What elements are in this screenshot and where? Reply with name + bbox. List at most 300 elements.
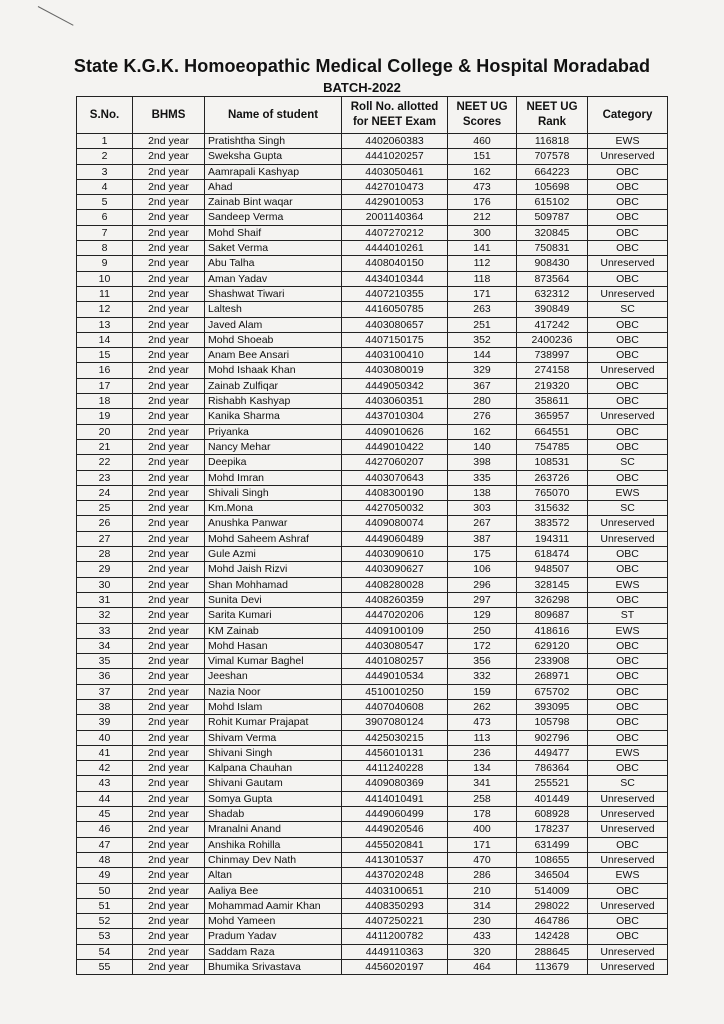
cell-score: 332 [448,669,517,684]
cell-score: 171 [448,837,517,852]
cell-sno: 37 [77,684,133,699]
cell-bhms: 2nd year [133,761,205,776]
cell-roll: 4407210355 [342,286,448,301]
table-row [77,623,668,638]
cell-category: OBC [588,332,668,347]
cell-roll: 4456020197 [342,960,448,975]
cell-bhms: 2nd year [133,225,205,240]
cell-score: 303 [448,501,517,516]
cell-name: Nazia Noor [205,684,342,699]
table-row [77,547,668,562]
cell-bhms: 2nd year [133,241,205,256]
student-table [76,96,668,975]
cell-rank: 346504 [517,868,588,883]
cell-score: 144 [448,348,517,363]
cell-rank: 365957 [517,409,588,424]
cell-category: Unreserved [588,409,668,424]
cell-roll: 4449060489 [342,531,448,546]
cell-rank: 464786 [517,914,588,929]
cell-score: 300 [448,225,517,240]
cell-rank: 393095 [517,699,588,714]
cell-score: 263 [448,302,517,317]
cell-category: OBC [588,317,668,332]
cell-rank: 449477 [517,745,588,760]
table-row [77,868,668,883]
cell-sno: 34 [77,638,133,653]
table-row [77,348,668,363]
cell-score: 314 [448,898,517,913]
cell-name: Aamrapali Kashyap [205,164,342,179]
cell-rank: 786364 [517,761,588,776]
table-row [77,669,668,684]
table-row [77,256,668,271]
cell-sno: 17 [77,378,133,393]
cell-category: EWS [588,745,668,760]
table-row [77,699,668,714]
cell-score: 118 [448,271,517,286]
cell-sno: 11 [77,286,133,301]
table-row [77,394,668,409]
cell-name: Altan [205,868,342,883]
cell-bhms: 2nd year [133,929,205,944]
cell-bhms: 2nd year [133,547,205,562]
table-row [77,210,668,225]
cell-category: OBC [588,225,668,240]
cell-rank: 765070 [517,485,588,500]
header-sno: S.No. [77,97,133,134]
cell-category: OBC [588,715,668,730]
cell-name: Mohd Shoeab [205,332,342,347]
cell-sno: 8 [77,241,133,256]
cell-bhms: 2nd year [133,699,205,714]
cell-score: 230 [448,914,517,929]
cell-rank: 263726 [517,470,588,485]
cell-score: 473 [448,715,517,730]
cell-name: Mohd Yameen [205,914,342,929]
cell-rank: 750831 [517,241,588,256]
table-row [77,501,668,516]
cell-name: Anushka Panwar [205,516,342,531]
cell-roll: 4449010422 [342,439,448,454]
table-row [77,730,668,745]
cell-bhms: 2nd year [133,837,205,852]
cell-roll: 4407270212 [342,225,448,240]
cell-score: 159 [448,684,517,699]
header-bhms: BHMS [133,97,205,134]
cell-roll: 4403080547 [342,638,448,653]
cell-roll: 4408280028 [342,577,448,592]
cell-sno: 38 [77,699,133,714]
cell-name: Mohd Islam [205,699,342,714]
cell-bhms: 2nd year [133,868,205,883]
cell-sno: 3 [77,164,133,179]
cell-rank: 315632 [517,501,588,516]
cell-roll: 4401080257 [342,654,448,669]
cell-category: Unreserved [588,822,668,837]
table-row [77,944,668,959]
cell-roll: 4441020257 [342,149,448,164]
cell-bhms: 2nd year [133,179,205,194]
cell-bhms: 2nd year [133,776,205,791]
cell-sno: 1 [77,134,133,149]
cell-sno: 48 [77,852,133,867]
cell-category: Unreserved [588,363,668,378]
cell-roll: 4416050785 [342,302,448,317]
cell-rank: 401449 [517,791,588,806]
cell-rank: 219320 [517,378,588,393]
cell-bhms: 2nd year [133,286,205,301]
cell-score: 250 [448,623,517,638]
cell-rank: 615102 [517,195,588,210]
cell-roll: 4449110363 [342,944,448,959]
cell-name: Mohd Imran [205,470,342,485]
cell-roll: 4425030215 [342,730,448,745]
cell-roll: 4403050461 [342,164,448,179]
cell-bhms: 2nd year [133,577,205,592]
cell-category: OBC [588,179,668,194]
cell-sno: 52 [77,914,133,929]
cell-bhms: 2nd year [133,302,205,317]
cell-roll: 4434010344 [342,271,448,286]
cell-sno: 31 [77,592,133,607]
cell-category: OBC [588,378,668,393]
cell-score: 367 [448,378,517,393]
cell-name: Kalpana Chauhan [205,761,342,776]
table-row [77,241,668,256]
table-row [77,791,668,806]
cell-sno: 41 [77,745,133,760]
cell-category: OBC [588,730,668,745]
cell-category: OBC [588,638,668,653]
cell-sno: 40 [77,730,133,745]
cell-roll: 4449060499 [342,807,448,822]
cell-name: Mranalni Anand [205,822,342,837]
cell-bhms: 2nd year [133,669,205,684]
cell-name: Zainab Bint waqar [205,195,342,210]
cell-name: Shivani Singh [205,745,342,760]
cell-score: 112 [448,256,517,271]
table-row [77,638,668,653]
cell-category: OBC [588,699,668,714]
table-row [77,745,668,760]
cell-sno: 53 [77,929,133,944]
cell-bhms: 2nd year [133,914,205,929]
cell-bhms: 2nd year [133,684,205,699]
cell-score: 106 [448,562,517,577]
header-category: Category [588,97,668,134]
cell-sno: 50 [77,883,133,898]
cell-category: OBC [588,669,668,684]
header-roll: Roll No. allotted for NEET Exam [342,97,448,134]
cell-rank: 274158 [517,363,588,378]
table-row [77,883,668,898]
cell-name: Mohd Saheem Ashraf [205,531,342,546]
cell-name: Shivam Verma [205,730,342,745]
batch-label: BATCH-2022 [323,80,401,95]
table-row [77,455,668,470]
cell-category: OBC [588,439,668,454]
cell-sno: 4 [77,179,133,194]
header-rank: NEET UG Rank [517,97,588,134]
cell-rank: 631499 [517,837,588,852]
cell-score: 140 [448,439,517,454]
table-row [77,807,668,822]
cell-category: OBC [588,164,668,179]
cell-bhms: 2nd year [133,562,205,577]
cell-score: 280 [448,394,517,409]
cell-roll: 4411240228 [342,761,448,776]
cell-roll: 2001140364 [342,210,448,225]
cell-sno: 39 [77,715,133,730]
cell-rank: 326298 [517,592,588,607]
cell-score: 162 [448,424,517,439]
cell-category: Unreserved [588,149,668,164]
cell-category: Unreserved [588,256,668,271]
cell-roll: 4437020248 [342,868,448,883]
cell-roll: 4409080369 [342,776,448,791]
cell-sno: 29 [77,562,133,577]
cell-name: Shadab [205,807,342,822]
cell-roll: 4427010473 [342,179,448,194]
table-header-row [77,97,668,134]
table-row [77,608,668,623]
cell-sno: 5 [77,195,133,210]
table-row [77,684,668,699]
cell-sno: 16 [77,363,133,378]
table-row [77,960,668,975]
cell-category: OBC [588,394,668,409]
cell-name: Aaliya Bee [205,883,342,898]
table-row [77,715,668,730]
cell-rank: 608928 [517,807,588,822]
cell-score: 262 [448,699,517,714]
cell-rank: 116818 [517,134,588,149]
cell-category: OBC [588,929,668,944]
cell-score: 470 [448,852,517,867]
cell-roll: 4449010534 [342,669,448,684]
cell-score: 134 [448,761,517,776]
cell-rank: 108531 [517,455,588,470]
table-row [77,378,668,393]
cell-category: OBC [588,654,668,669]
cell-rank: 418616 [517,623,588,638]
cell-name: Mohd Shaif [205,225,342,240]
cell-score: 335 [448,470,517,485]
table-row [77,149,668,164]
cell-name: Zainab Zulfiqar [205,378,342,393]
cell-roll: 4409010626 [342,424,448,439]
cell-roll: 4447020206 [342,608,448,623]
cell-score: 113 [448,730,517,745]
cell-bhms: 2nd year [133,944,205,959]
cell-rank: 809687 [517,608,588,623]
cell-roll: 4403090610 [342,547,448,562]
cell-rank: 233908 [517,654,588,669]
cell-rank: 632312 [517,286,588,301]
cell-roll: 4403080657 [342,317,448,332]
cell-category: SC [588,501,668,516]
table-row [77,531,668,546]
cell-sno: 23 [77,470,133,485]
cell-bhms: 2nd year [133,210,205,225]
cell-name: Kanika Sharma [205,409,342,424]
cell-category: OBC [588,348,668,363]
cell-bhms: 2nd year [133,960,205,975]
cell-category: EWS [588,485,668,500]
cell-name: Saket Verma [205,241,342,256]
cell-roll: 4449020546 [342,822,448,837]
cell-score: 464 [448,960,517,975]
cell-sno: 28 [77,547,133,562]
cell-roll: 4411200782 [342,929,448,944]
cell-bhms: 2nd year [133,883,205,898]
cell-sno: 15 [77,348,133,363]
cell-name: Rishabh Kashyap [205,394,342,409]
cell-category: OBC [588,562,668,577]
cell-sno: 54 [77,944,133,959]
cell-category: OBC [588,547,668,562]
cell-name: Sarita Kumari [205,608,342,623]
cell-bhms: 2nd year [133,592,205,607]
cell-roll: 4444010261 [342,241,448,256]
cell-rank: 108655 [517,852,588,867]
cell-rank: 675702 [517,684,588,699]
cell-rank: 142428 [517,929,588,944]
cell-bhms: 2nd year [133,134,205,149]
cell-bhms: 2nd year [133,745,205,760]
cell-rank: 2400236 [517,332,588,347]
cell-name: Shivani Gautam [205,776,342,791]
cell-roll: 4403100410 [342,348,448,363]
cell-category: OBC [588,837,668,852]
cell-roll: 3907080124 [342,715,448,730]
cell-sno: 43 [77,776,133,791]
table-row [77,577,668,592]
table-row [77,332,668,347]
cell-name: Vimal Kumar Baghel [205,654,342,669]
cell-bhms: 2nd year [133,623,205,638]
cell-bhms: 2nd year [133,470,205,485]
cell-roll: 4437010304 [342,409,448,424]
cell-name: Gule Azmi [205,547,342,562]
cell-bhms: 2nd year [133,822,205,837]
cell-score: 329 [448,363,517,378]
cell-category: Unreserved [588,960,668,975]
cell-score: 175 [448,547,517,562]
cell-roll: 4403070643 [342,470,448,485]
cell-sno: 46 [77,822,133,837]
table-row [77,516,668,531]
cell-category: EWS [588,623,668,638]
cell-rank: 288645 [517,944,588,959]
cell-rank: 255521 [517,776,588,791]
cell-category: Unreserved [588,807,668,822]
table-row [77,317,668,332]
cell-rank: 948507 [517,562,588,577]
cell-name: Bhumika Srivastava [205,960,342,975]
cell-roll: 4407150175 [342,332,448,347]
cell-category: OBC [588,271,668,286]
cell-bhms: 2nd year [133,332,205,347]
cell-roll: 4427060207 [342,455,448,470]
cell-bhms: 2nd year [133,852,205,867]
cell-name: Mohammad Aamir Khan [205,898,342,913]
pen-scratch-mark [38,6,74,26]
cell-name: Pradum Yadav [205,929,342,944]
cell-category: OBC [588,470,668,485]
cell-rank: 754785 [517,439,588,454]
table-row [77,822,668,837]
cell-score: 178 [448,807,517,822]
cell-score: 162 [448,164,517,179]
cell-bhms: 2nd year [133,791,205,806]
cell-category: ST [588,608,668,623]
cell-roll: 4408260359 [342,592,448,607]
table-row [77,409,668,424]
cell-category: EWS [588,577,668,592]
cell-name: Ahad [205,179,342,194]
cell-rank: 618474 [517,547,588,562]
cell-rank: 417242 [517,317,588,332]
cell-category: SC [588,776,668,791]
cell-sno: 22 [77,455,133,470]
cell-bhms: 2nd year [133,608,205,623]
cell-category: OBC [588,914,668,929]
cell-rank: 178237 [517,822,588,837]
cell-bhms: 2nd year [133,730,205,745]
table-row [77,592,668,607]
cell-name: Javed Alam [205,317,342,332]
cell-sno: 36 [77,669,133,684]
cell-score: 129 [448,608,517,623]
cell-category: OBC [588,761,668,776]
cell-score: 138 [448,485,517,500]
cell-name: Shan Mohhamad [205,577,342,592]
cell-rank: 902796 [517,730,588,745]
cell-rank: 298022 [517,898,588,913]
cell-rank: 664223 [517,164,588,179]
cell-sno: 55 [77,960,133,975]
cell-name: Somya Gupta [205,791,342,806]
cell-sno: 2 [77,149,133,164]
cell-score: 473 [448,179,517,194]
cell-rank: 320845 [517,225,588,240]
cell-category: OBC [588,195,668,210]
cell-rank: 664551 [517,424,588,439]
cell-bhms: 2nd year [133,164,205,179]
cell-name: Aman Yadav [205,271,342,286]
table-row [77,302,668,317]
cell-name: Rohit Kumar Prajapat [205,715,342,730]
cell-roll: 4407040608 [342,699,448,714]
cell-rank: 908430 [517,256,588,271]
cell-bhms: 2nd year [133,485,205,500]
cell-bhms: 2nd year [133,271,205,286]
cell-bhms: 2nd year [133,516,205,531]
cell-category: OBC [588,592,668,607]
cell-sno: 25 [77,501,133,516]
cell-score: 276 [448,409,517,424]
cell-bhms: 2nd year [133,394,205,409]
cell-score: 212 [448,210,517,225]
cell-rank: 738997 [517,348,588,363]
cell-name: Jeeshan [205,669,342,684]
cell-bhms: 2nd year [133,378,205,393]
cell-category: SC [588,455,668,470]
cell-score: 400 [448,822,517,837]
cell-sno: 47 [77,837,133,852]
cell-rank: 390849 [517,302,588,317]
